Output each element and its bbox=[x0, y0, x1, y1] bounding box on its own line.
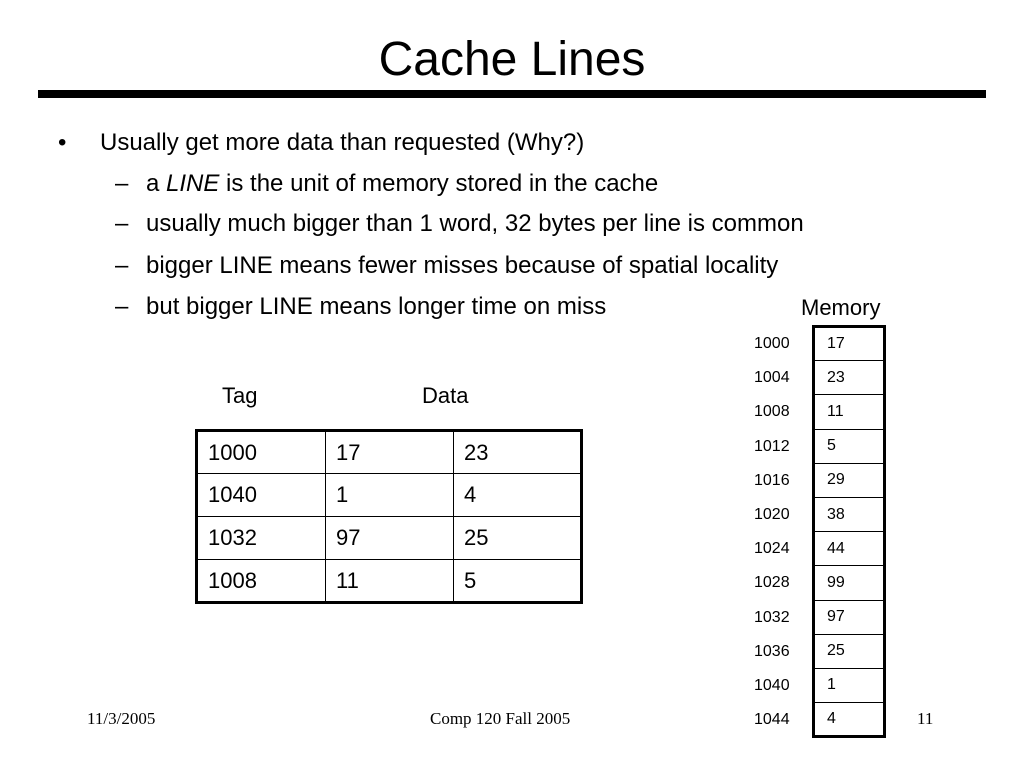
footer-date: 11/3/2005 bbox=[87, 709, 156, 728]
footer-page-number: 11 bbox=[917, 709, 934, 728]
cache-data-cell: 17 bbox=[326, 431, 454, 474]
memory-row bbox=[814, 532, 885, 566]
memory-row bbox=[814, 463, 885, 497]
cache-row bbox=[197, 517, 582, 560]
cache-data-cell: 23 bbox=[454, 431, 582, 474]
bullet-marker: • bbox=[58, 129, 67, 156]
sub-bullet-line-miss-time: but bigger LINE means longer time on miss bbox=[146, 293, 607, 320]
memory-row bbox=[814, 668, 885, 702]
sub-bullet-marker: – bbox=[115, 293, 129, 320]
memory-value-cell: 99 bbox=[814, 566, 885, 600]
memory-address: 1000 bbox=[754, 335, 790, 352]
title-divider bbox=[38, 90, 986, 98]
cache-row bbox=[197, 560, 582, 603]
cache-data-cell: 1 bbox=[326, 474, 454, 517]
bullet-main-text: Usually get more data than requested (Why?) bbox=[100, 129, 585, 156]
cache-data-cell: 97 bbox=[326, 517, 454, 560]
memory-value-cell: 11 bbox=[814, 395, 885, 429]
memory-row bbox=[814, 327, 885, 361]
sub-bullet-line-locality: bigger LINE means fewer misses because of spatial locality bbox=[146, 252, 779, 279]
sub-bullet-suffix: is the unit of memory stored in the cache bbox=[219, 170, 659, 197]
cache-row bbox=[197, 474, 582, 517]
memory-row bbox=[814, 395, 885, 429]
memory-value-cell: 29 bbox=[814, 463, 885, 497]
memory-value-cell: 25 bbox=[814, 634, 885, 668]
sub-bullet-marker: – bbox=[115, 252, 129, 279]
cache-tag-cell: 1008 bbox=[197, 560, 326, 603]
sub-bullet-line-definition bbox=[146, 169, 658, 199]
cache-table bbox=[195, 429, 583, 604]
memory-value-cell: 4 bbox=[814, 703, 885, 737]
cache-data-cell: 25 bbox=[454, 517, 582, 560]
memory-row bbox=[814, 634, 885, 668]
cache-row bbox=[197, 431, 582, 474]
cache-tag-cell: 1032 bbox=[197, 517, 326, 560]
cache-tag-header: Tag bbox=[222, 383, 258, 408]
memory-address: 1020 bbox=[754, 505, 790, 523]
memory-row bbox=[814, 429, 885, 463]
cache-tag-cell: 1000 bbox=[197, 431, 326, 474]
sub-bullet-marker: – bbox=[115, 170, 129, 197]
memory-value-cell: 38 bbox=[814, 497, 885, 531]
memory-address-column bbox=[740, 327, 812, 737]
cache-data-header: Data bbox=[422, 383, 469, 408]
memory-row bbox=[814, 497, 885, 531]
line-emphasis: LINE bbox=[166, 170, 220, 197]
cache-data-cell: 11 bbox=[326, 560, 454, 603]
sub-bullet-marker: – bbox=[115, 210, 129, 237]
memory-address: 1032 bbox=[754, 608, 790, 626]
footer-course: Comp 120 Fall 2005 bbox=[430, 709, 571, 728]
memory-address: 1040 bbox=[754, 676, 790, 694]
memory-address: 1008 bbox=[754, 403, 790, 421]
memory-row bbox=[814, 703, 885, 737]
memory-address: 1004 bbox=[754, 369, 790, 387]
cache-data-cell: 5 bbox=[454, 560, 582, 603]
memory-address: 1044 bbox=[754, 711, 790, 729]
memory-title: Memory bbox=[801, 295, 881, 320]
memory-row bbox=[814, 600, 885, 634]
memory-address: 1016 bbox=[754, 471, 790, 489]
memory-value-cell: 17 bbox=[827, 335, 845, 353]
cache-tag-cell: 1040 bbox=[197, 474, 326, 517]
memory-address: 1012 bbox=[754, 437, 790, 455]
memory-address: 1036 bbox=[754, 642, 790, 660]
memory-value-cell: 23 bbox=[814, 361, 885, 395]
memory-value-cell: 1 bbox=[814, 668, 885, 702]
memory-row bbox=[814, 566, 885, 600]
memory-value-cell: 97 bbox=[814, 600, 885, 634]
sub-bullet-line-size: usually much bigger than 1 word, 32 bytes per line is common bbox=[146, 210, 804, 237]
cache-data-cell: 4 bbox=[454, 474, 582, 517]
slide-title: Cache Lines bbox=[378, 33, 646, 86]
memory-address: 1024 bbox=[754, 540, 790, 558]
memory-row bbox=[814, 361, 885, 395]
memory-value-cell: 5 bbox=[814, 429, 885, 463]
memory-value-cell: 44 bbox=[814, 532, 885, 566]
sub-bullet-prefix: a bbox=[146, 170, 167, 197]
memory-address: 1028 bbox=[754, 574, 790, 592]
memory-table bbox=[812, 325, 886, 738]
